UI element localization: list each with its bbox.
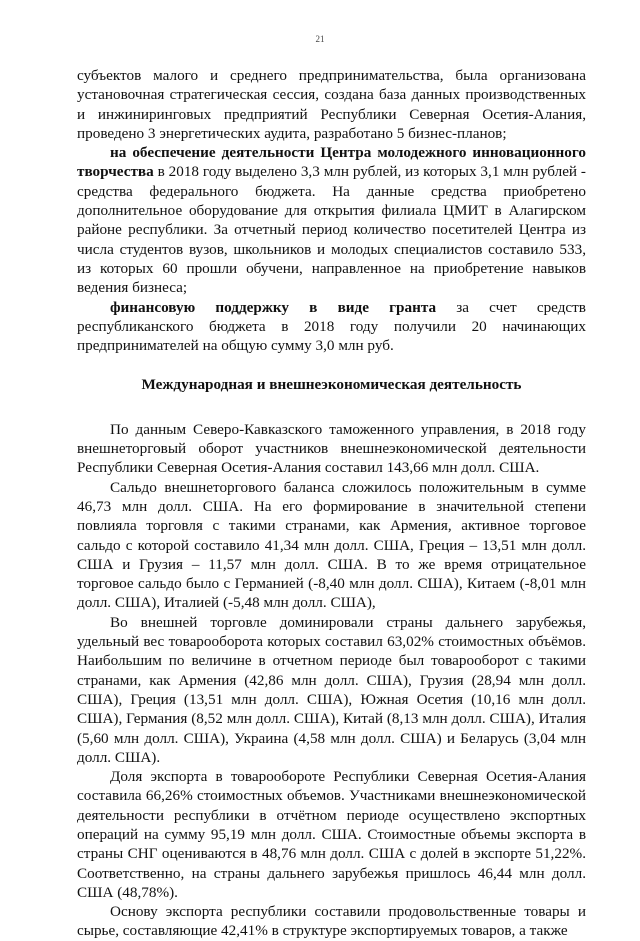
page-number: 21 [315, 34, 325, 44]
document-body [77, 66, 586, 941]
paragraph-text: субъектов малого и среднего предпринимательства, была организована установочная стратегическая сессия, создана база данных производственных и инжиниринговых предприятий Республики Северная Осетия-Алания, проведено 3 энергетических аудита, разработано 5 бизнес-планов; [77, 67, 586, 142]
paragraph-top-3 [77, 298, 586, 356]
paragraph-bottom-2: Сальдо внешнеторгового баланса сложилось положительным в сумме 46,73 млн долл. США. На его формирование в значительной степени повлияла торговля с такими странами, как Армения, активное торговое сальдо с которой составило 41,34 млн долл. США, Греция – 13,51 млн долл. США и Грузия – 11,57 млн долл. США. В то же время отрицательное торговое сальдо было с Германией (-8,40 млн долл. США), Китаем (-8,01 млн долл. США), Италией (-5,48 млн долл. США), [77, 478, 586, 612]
paragraph-top-2 [77, 143, 586, 297]
section-heading: Международная и внешнеэкономическая деятельность [141, 376, 522, 394]
paragraph-text: в 2018 году выделено 3,3 млн рублей, из которых 3,1 млн рублей - средства федерального бюджета. На данные средства приобретено дополнительное оборудование для открытия филиала ЦМИТ в Алагирском районе республики. За отчетный период количество посетителей Центра из числа студентов вузов, школьников и молодых специалистов составило 533, из которых 60 прошли обучени, направленное на приобретение навыков ведения бизнеса; [77, 163, 586, 297]
paragraph-bold-lead: на обеспечение деятельности Центра молодежного инновационного творчества [77, 144, 586, 181]
paragraph-bold-lead: финансовую поддержку в виде гранта [110, 298, 437, 316]
paragraph-bottom-3: Во внешней торговле доминировали страны дальнего зарубежья, удельный вес товарооборота которых составил 63,02% стоимостных объёмов. Наибольшим по величине в отчетном периоде был товарооборот с такими странами, как Армения (42,86 млн долл. США), Грузия (28,94 млн долл. США), Греция (13,51 млн долл. США), Южная Осетия (10,16 млн долл. США), Германия (8,52 млн долл. США), Китай (8,13 млн долл. США), Италия (5,60 млн долл. США), Украина (4,58 млн долл. США) и Беларусь (3,04 млн долл. США). [77, 613, 586, 766]
paragraph-bottom-1: По данным Северо-Кавказского таможенного управления, в 2018 году внешнеторговый оборот участников внешнеэкономической деятельности Республики Северная Осетия-Алания составил 143,66 млн долл. США. [77, 420, 586, 477]
paragraph-bottom-4: Доля экспорта в товарообороте Республики Северная Осетия-Алания составила 66,26% стоимостных объемов. Участниками внешнеэкономической деятельности республики в отчётном периоде осуществлено экспортных операций на сумму 95,19 млн долл. США. Стоимостные объемы экспорта в страны СНГ оцениваются в 48,76 млн долл. США с долей в экспорте 51,22%. Соответственно, на страны дальнего зарубежья пришлось 46,44 млн долл. США (48,78%). [77, 768, 586, 901]
paragraph-bottom-5: Основу экспорта республики составили продовольственные товары и сырье, составляющие 42,41% в структуре экспортируемых товаров, а также [77, 903, 586, 940]
paragraph-text: за счет средств республиканского бюджета в 2018 году получили 20 начинающих предпринимателей на общую сумму 3,0 млн руб. [77, 298, 586, 355]
paragraph-top-1 [77, 66, 586, 143]
